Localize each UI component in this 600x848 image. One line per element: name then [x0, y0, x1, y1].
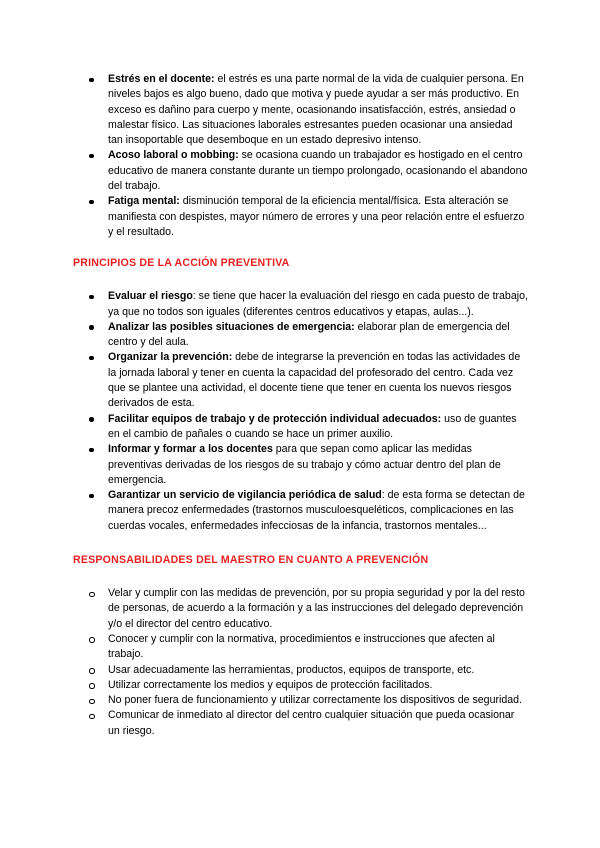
- item-term: Acoso laboral o mobbing:: [108, 149, 239, 162]
- list-item: [85, 488, 528, 534]
- list-item: Velar y cumplir con las medidas de prevención, por su propia seguridad y por la del resto de personas, de acuerdo a la formación y a las instrucciones del delegado deprevención y/o el director del centro educativo.: [85, 586, 528, 632]
- risk-factors-list: [85, 72, 528, 240]
- list-item: [85, 148, 528, 194]
- list-item: No poner fuera de funcionamiento y utilizar correctamente los dispositivos de seguridad.: [85, 693, 528, 708]
- list-item: [85, 320, 528, 351]
- item-term: Informar y formar a los docentes: [108, 443, 273, 456]
- list-item: [85, 72, 528, 148]
- list-item: [85, 289, 528, 320]
- list-item: [85, 350, 528, 411]
- item-text: elaborar plan de emergencia del centro y del aula.: [108, 320, 510, 349]
- principles-list: [85, 289, 528, 534]
- section-title-principios: PRINCIPIOS DE LA ACCIÓN PREVENTIVA: [73, 257, 290, 270]
- list-item: [85, 194, 528, 240]
- item-text: para que sepan como aplicar las medidas preventivas derivadas de los riesgos de su trabajo y cómo actuar dentro del plan de emergencia.: [108, 443, 501, 486]
- list-item: Utilizar correctamente los medios y equipos de protección facilitados.: [85, 678, 528, 693]
- item-text: : se tiene que hacer la evaluación del riesgo en cada puesto de trabajo, ya que no todos son iguales (diferentes centros educativos y etapas, aulas...).: [108, 290, 528, 318]
- list-item: [85, 442, 528, 488]
- item-text: el estrés es una parte normal de la vida de cualquier persona. En niveles bajos es algo bueno, dado que motiva y puede ayudar a ser más productivo. En exceso es dañino para cuerpo y mente, ocasionando insatisfacción, estrés, ansiedad o malestar físico. Las situaciones laborales estresantes pueden ocasionar una ansiedad tan insoportable que desemboque en un estado depresivo intenso.: [108, 73, 524, 147]
- list-item: Conocer y cumplir con la normativa, procedimientos e instrucciones que afecten al trabajo.: [85, 632, 528, 663]
- item-term: Facilitar equipos de trabajo y de protección individual adecuados:: [108, 412, 442, 425]
- item-term: Fatiga mental:: [108, 195, 180, 208]
- list-item: [85, 412, 528, 443]
- item-term: Analizar las posibles situaciones de emergencia:: [108, 320, 355, 333]
- item-term: Estrés en el docente:: [108, 73, 215, 85]
- item-term: Garantizar un servicio de vigilancia periódica de salud: [108, 489, 382, 502]
- item-text: disminución temporal de la eficiencia mental/física. Esta alteración se manifiesta con despistes, mayor número de errores y una peor relación entre el esfuerzo y el resultado.: [108, 195, 525, 238]
- list-item: Usar adecuadamente las herramientas, productos, equipos de transporte, etc.: [85, 663, 528, 678]
- item-text: se ocasiona cuando un trabajador es hostigado en el centro educativo de manera constante durante un tiempo prolongado, ocasionando el abandono del trabajo.: [108, 149, 528, 193]
- section-title-responsabilidades: RESPONSABILIDADES DEL MAESTRO EN CUANTO A PREVENCIÓN: [73, 554, 429, 567]
- item-term: Evaluar el riesgo: [108, 290, 193, 303]
- item-text: : de esta forma se detectan de manera precoz enfermedades (trastornos musculoesqueléticos, complicaciones en las cuerdas vocales, enfermedades infecciosas de la infancia, trastornos mentales...: [108, 489, 525, 532]
- item-text: uso de guantes en el cambio de pañales o cuando se hace un primer auxilio.: [108, 412, 517, 440]
- item-term: Organizar la prevención:: [108, 351, 233, 364]
- list-item: Comunicar de inmediato al director del centro cualquier situación que pueda ocasionar un riesgo.: [85, 708, 528, 739]
- responsibilities-list: [85, 586, 528, 739]
- item-text: debe de integrarse la prevención en todas las actividades de la jornada laboral y tener en cuenta la capacidad del profesorado del centro. Cada vez que se plantee una actividad, el docente tiene que tener en cuenta los nuevos riesgos derivados de esta.: [108, 351, 521, 410]
